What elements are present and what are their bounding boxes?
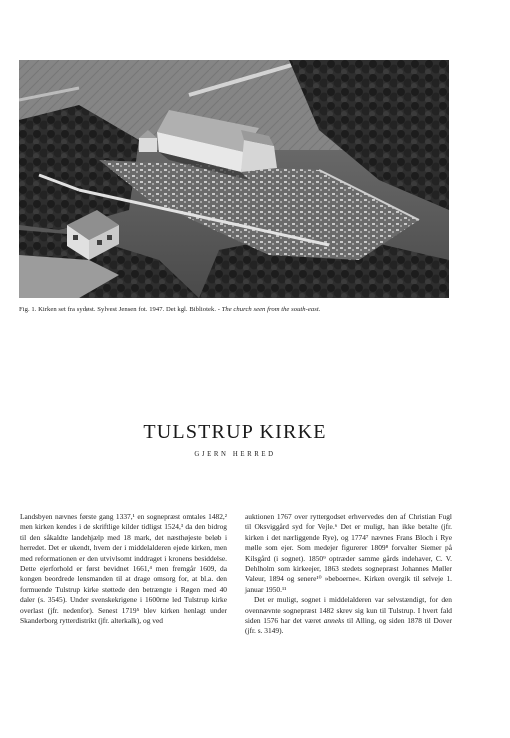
church-title: TULSTRUP KIRKE	[143, 421, 327, 443]
right-paragraph-2	[245, 595, 452, 637]
caption-translation-text: The church seen from the south-east.	[221, 306, 321, 313]
right-paragraph-2-end: til Alling, og siden 1878 til Dover (jfr. s. 3149).	[245, 616, 452, 636]
figure-caption	[19, 306, 459, 314]
aerial-photograph	[19, 60, 449, 298]
body-column-left	[20, 512, 227, 626]
body-column-right	[245, 512, 452, 637]
aerial-photo-church-and-churchyard	[19, 60, 449, 298]
caption-main-text: Fig. 1. Kirken set fra sydøst. Sylvest Jensen fot. 1947. Det kgl. Bibliotek. -	[19, 306, 222, 313]
district-subtitle: GJERN HERRED	[194, 451, 276, 458]
right-paragraph-1: auktionen 1767 over ryttergodset erhvervedes den af Christian Fugl til Oksviggård syd for Vejle.⁶ Det er muligt, han ikke betalte (jfr. kirken i det nærliggende Rye), og 1774⁷ nævnes Frans Bloch i Rye mølle som ejer. Som medejer figurerer 1809⁸ forvalter Siemer på Kilsgård (i sognet). 1850⁹ optræder samme gårds indehaver, C. V. Dehlholm som kirkeejer, 1863 stedets sognepræst Johannes Møller Valeur, 1894 og senere¹⁰ »beboerne«. Kirken overgik til selveje 1. januar 1950.¹¹	[245, 512, 452, 594]
right-paragraph-2-start: Det er muligt, sognet i middelalderen var selvstændigt, for den ovennævnte sognepræst 1482 skrev sig kun til Tulstrup. I hvert fald siden 1576 har det været	[245, 595, 452, 626]
left-paragraph-1: Landsbyen nævnes første gang 1337,¹ en sognepræst omtales 1482,² men kirken kendes i de skriftlige kilder tidligst 1524,³ da den bidrog til den såkaldte landehjælp med 18 mark, det næsthøjeste beløb i herredet. Det er ukendt, hvem der i middelalderen ejede kirken, men med reformationen er den utvivlsomt inddraget i kronens besiddelse. Dette ejerforhold er først bevidnet 1661,⁴ men fremgår 1609, da kongen beordrede lensmanden til at drage omsorg for, at bl.a. den formuende Tulstrup kirke støttede den betrængte i Røgen med 40 daler (s. 3545). Under svenskekrigene i 1600rne led Tulstrup kirke overlast (jfr. nedenfor). Senest 1719⁵ blev kirken henlagt under Skanderborg rytterdistrikt (jfr. alterkalk), og ved	[20, 512, 227, 626]
right-paragraph-2-italic: anneks	[323, 616, 345, 626]
